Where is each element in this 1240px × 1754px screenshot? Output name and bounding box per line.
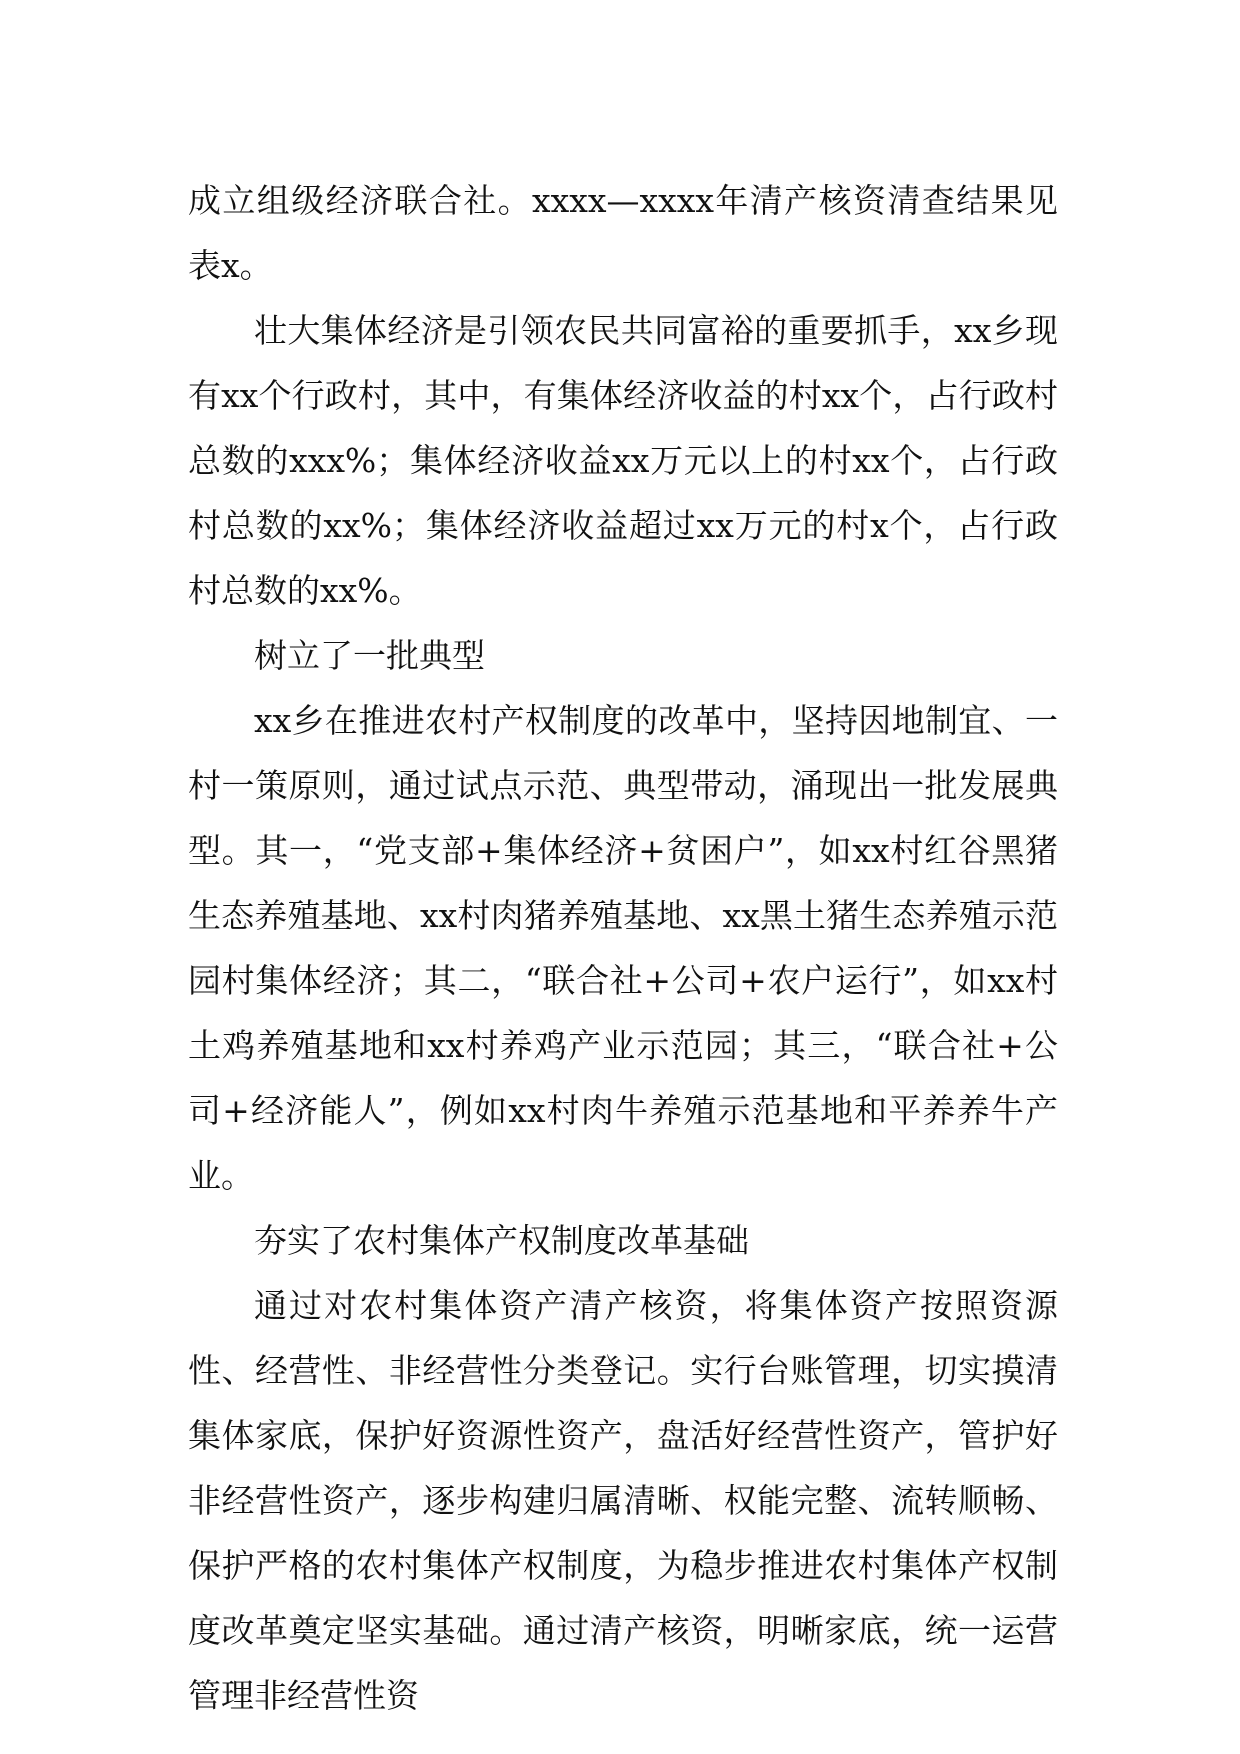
section-heading-reform-foundation: 夯实了农村集体产权制度改革基础 xyxy=(254,1221,749,1260)
paragraph-reform-foundation: 通过对农村集体资产清产核资，将集体资产按照资源性、经营性、非经营性分类登记。实行台账管理，切实摸清集体家底，保护好资源性资产，盘活好经营性资产，管护好非经营性资产，逐步构建归属清晰、权能完整、流转顺畅、保护严格的农村集体产权制度，为稳步推进农村集体产权制度改革奠定坚实基础。通过清产核资，明晰家底，统一运营管理非经营性资 xyxy=(188,1286,1058,1715)
document-body xyxy=(188,168,1058,1728)
paragraph-typical-examples: xx乡在推进农村产权制度的改革中，坚持因地制宜、一村一策原则，通过试点示范、典型带动，涌现出一批发展典型。其一，“党支部+集体经济+贫困户”，如xx村红谷黑猪生态养殖基地、xx村肉猪养殖基地、xx黑土猪生态养殖示范园村集体经济；其二，“联合社+公司+农户运行”，如xx村土鸡养殖基地和xx村养鸡产业示范园；其三，“联合社+公司+经济能人”，例如xx村肉牛养殖示范基地和平养养牛产业。 xyxy=(188,701,1058,1195)
paragraph-collective-economy: 壮大集体经济是引领农民共同富裕的重要抓手，xx乡现有xx个行政村，其中，有集体经济收益的村xx个，占行政村总数的xxx%；集体经济收益xx万元以上的村xx个，占行政村总数的xx%；集体经济收益超过xx万元的村x个，占行政村总数的xx%。 xyxy=(188,311,1058,610)
paragraph-continuation: 成立组级经济联合社。xxxx—xxxx年清产核资清查结果见表x。 xyxy=(188,181,1058,285)
section-heading-typical-examples: 树立了一批典型 xyxy=(254,636,485,675)
